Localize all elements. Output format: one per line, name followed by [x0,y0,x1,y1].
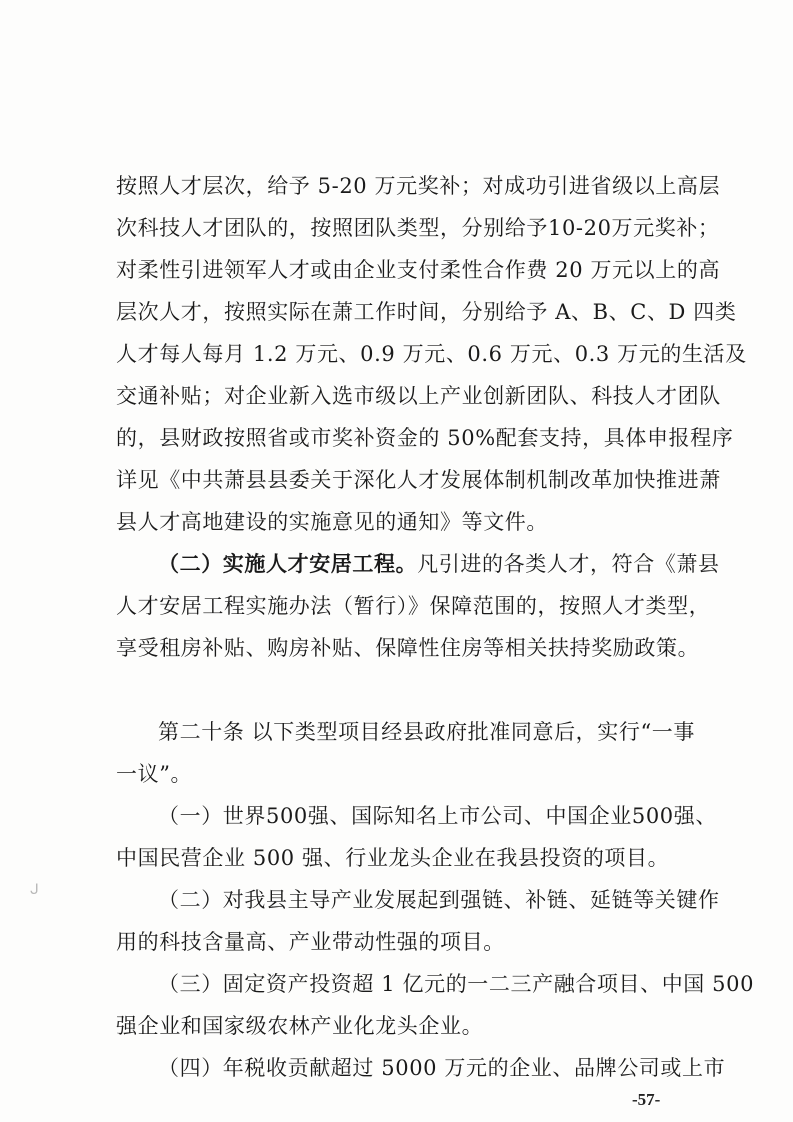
page-number: -57- [632,1090,661,1109]
article-twenty-line: 第二十条 以下类型项目经县政府批准同意后，实行“一事 [158,720,696,744]
item-two-line: 用的科技含量高、产业带动性强的项目。 [116,930,505,954]
body-line: 人才每人每月 1.2 万元、0.9 万元、0.6 万元、0.3 万元的生活及 [116,342,747,366]
chapter-title [116,676,688,704]
section-two-heading: （二）实施人才安居工程。 [158,551,418,576]
item-one-line: （一）世界500强、国际知名上市公司、中国企业500强、 [158,804,717,828]
section-two-text: 凡引进的各类人才，符合《萧县 [417,552,720,576]
item-four-line: （四）年税收贡献超过 5000 万元的企业、品牌公司或上市 [158,1056,726,1080]
body-line: 按照人才层次，给予 5-20 万元奖补；对成功引进省级以上高层 [116,174,721,198]
body-line: 的，县财政按照省或市奖补资金的 50%配套支持，具体申报程序 [116,426,734,450]
scan-mark-icon: ᒍ [30,882,39,898]
body-line: 县人才高地建设的实施意见的通知》等文件。 [116,510,548,534]
section-two-first-line [158,550,720,578]
body-line: 次科技人才团队的，按照团队类型，分别给予10-20万元奖补； [116,216,720,240]
body-line: 交通补贴；对企业新入选市级以上产业创新团队、科技人才团队 [116,384,721,408]
item-three-line: 强企业和国家级农林产业化龙头企业。 [116,1014,484,1038]
body-line: 享受租房补贴、购房补贴、保障性住房等相关扶持奖励政策。 [116,636,700,660]
article-twenty-line: 一议”。 [116,762,193,786]
item-two-line: （二）对我县主导产业发展起到强链、补链、延链等关键作 [158,888,720,912]
body-line: 详见《中共萧县县委关于深化人才发展体制机制改革加快推进萧 [116,468,721,492]
body-line: 对柔性引进领军人才或由企业支付柔性合作费 20 万元以上的高 [116,258,721,282]
body-line: 层次人才，按照实际在萧工作时间，分别给予 A、B、C、D 四类 [116,300,737,324]
item-one-line: 中国民营企业 500 强、行业龙头企业在我县投资的项目。 [116,846,670,870]
item-three-line: （三）固定资产投资超 1 亿元的一二三产融合项目、中国 500 [158,972,755,996]
body-line: 人才安居工程实施办法（暂行）》保障范围的，按照人才类型， [116,594,711,618]
